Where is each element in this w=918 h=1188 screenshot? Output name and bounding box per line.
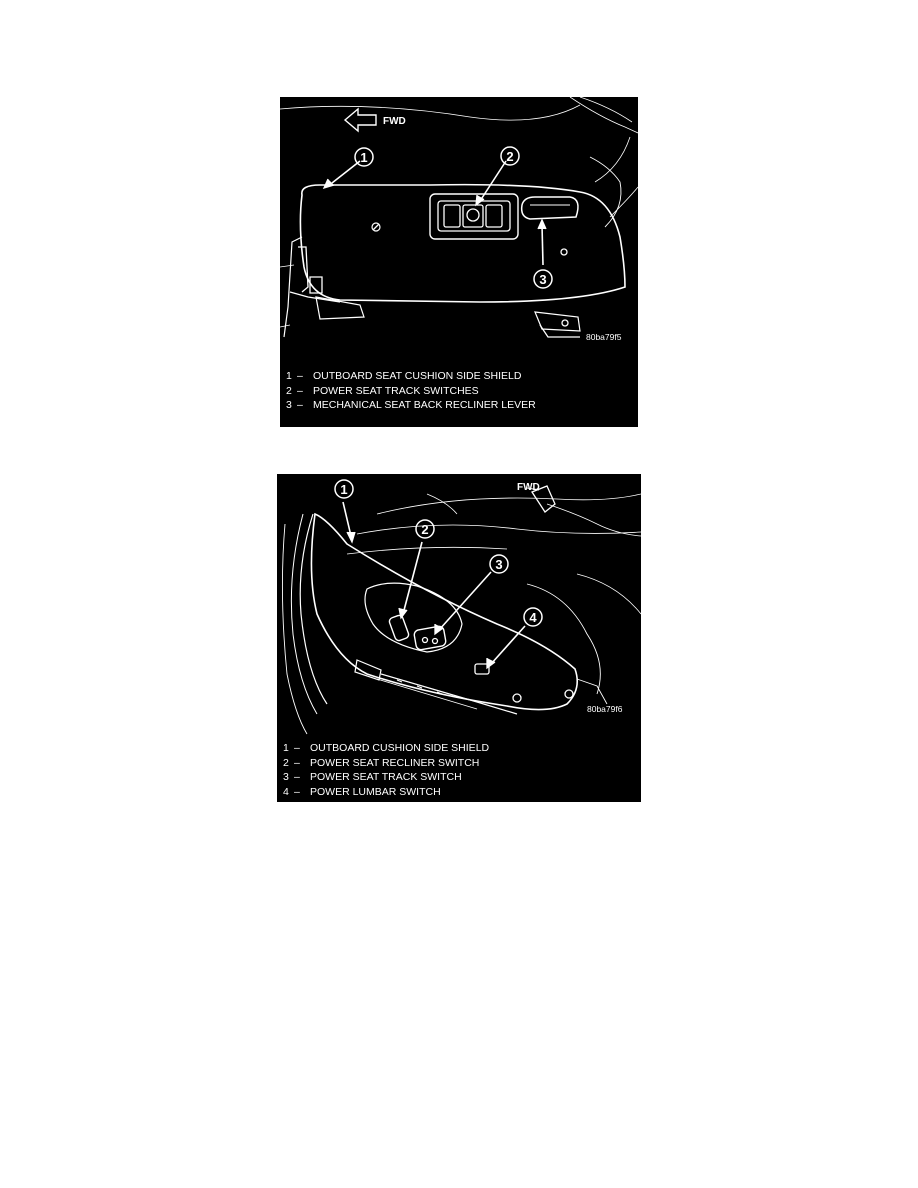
- legend: [286, 369, 536, 413]
- callout-number-3: 3: [539, 272, 547, 287]
- fwd-label: FWD: [517, 482, 540, 493]
- callout-number-1: 1: [340, 482, 348, 497]
- recliner-lever-outline: [522, 197, 578, 219]
- figure-id: 80ba79f5: [586, 332, 622, 342]
- side-shield-outline: [311, 514, 577, 710]
- callout-number-1: 1: [360, 150, 368, 165]
- legend-item: 3 – MECHANICAL SEAT BACK RECLINER LEVER: [286, 399, 536, 411]
- figure-seat-power-switches: [277, 474, 641, 802]
- legend-item: 2 – POWER SEAT TRACK SWITCHES: [286, 384, 479, 397]
- callout-number-2: 2: [421, 522, 429, 537]
- callout-number-4: 4: [529, 610, 537, 625]
- figure-id: 80ba79f6: [587, 704, 623, 714]
- callout-number-3: 3: [495, 557, 503, 572]
- legend-item: 1 – OUTBOARD CUSHION SIDE SHIELD: [283, 742, 490, 754]
- figure-seat-side-shield-manual-recliner: [280, 97, 638, 427]
- recliner-switch: [388, 614, 409, 641]
- legend: [283, 741, 489, 799]
- legend-item: 2 – POWER SEAT RECLINER SWITCH: [283, 756, 480, 769]
- legend-item: 4 – POWER LUMBAR SWITCH: [283, 785, 441, 798]
- fwd-label: FWD: [383, 116, 406, 127]
- callout-number-2: 2: [506, 149, 514, 164]
- side-shield-outline: [300, 185, 625, 302]
- legend-item: 1 – OUTBOARD SEAT CUSHION SIDE SHIELD: [286, 370, 522, 382]
- legend-item: 3 – POWER SEAT TRACK SWITCH: [283, 771, 462, 783]
- fwd-arrow-icon: [345, 109, 376, 131]
